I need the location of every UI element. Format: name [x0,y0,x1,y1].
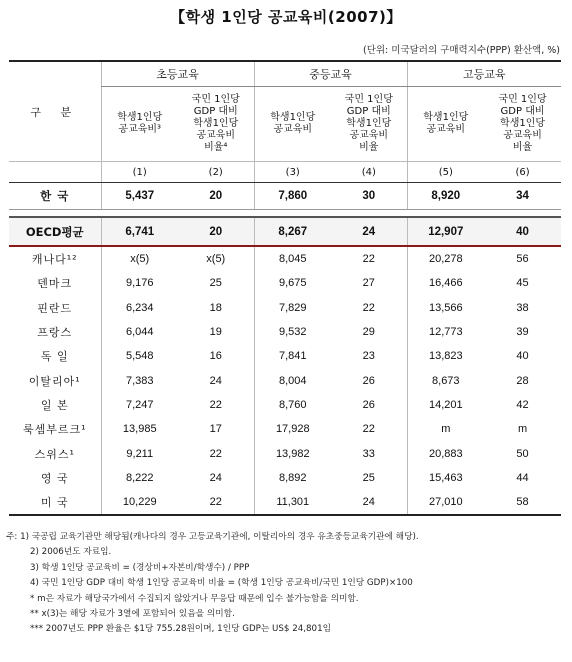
table-cell: 27 [362,277,375,290]
table-cell: 24 [331,490,407,515]
table-cell: 13,823 [407,344,484,368]
table-cell: 11,301 [254,490,331,515]
table-cell: 8,267 [254,217,331,246]
table-cell: 30 [331,183,407,210]
table-cell: 26 [362,398,375,411]
table-cell: 40 [484,217,561,246]
table-cell: 20,278 [407,246,484,271]
table-cell: 40 [516,350,529,363]
col-header-cost: 학생1인당 공교육비 [407,87,484,162]
table-cell: 8,222 [101,466,178,490]
table-row-korea [9,183,561,210]
table-cell: 56 [516,253,529,266]
table-cell: 20,883 [407,441,484,465]
group-header-secondary: 중등교육 [254,61,407,87]
table-row-oecd [9,217,561,246]
table-cell: m [517,423,528,436]
table-cell: 6,234 [101,296,178,320]
table-cell: 6,044 [101,320,178,344]
table-cell: 15,463 [407,466,484,490]
col-header-ratio: 국민 1인당 GDP 대비 학생1인당 공교육비 비율 [498,94,547,153]
table-row [9,344,561,368]
country-name: 독 일 [40,350,69,364]
table-cell: 7,829 [254,296,331,320]
country-name: OECD평균 [9,217,101,246]
table-cell: 50 [516,447,529,460]
table-cell: 26 [362,374,375,387]
table-row [9,393,561,417]
col-number: (4) [331,162,407,183]
footnote: *** 2007년도 PPP 환율은 $1당 755.28원이며, 1인당 GDP는 US$ 24,801임 [30,624,332,635]
table-cell: 9,176 [101,271,178,295]
table-cell: 13,985 [101,417,178,441]
table-cell: 24 [209,471,222,484]
table-cell: 29 [362,326,375,339]
title-area [0,6,572,27]
country-name: 스위스¹ [34,447,75,461]
table-cell: 8,045 [254,246,331,271]
gubun-header: 구 분 [9,61,101,162]
table-row [9,490,561,515]
country-name: 프랑스 [37,326,73,340]
table-cell: 17,928 [254,417,331,441]
table-cell: 20 [178,217,254,246]
table-cell: 14,201 [407,393,484,417]
table-cell: 10,229 [101,490,178,515]
table-cell: 19 [209,326,222,339]
footnote: 주: 1) 국공립 교육기관만 해당됨(캐나다의 경우 고등교육기관에, 이탈리아의 경우 유초중등교육기관에 해당). [6,532,419,542]
table-cell: 23 [362,350,375,363]
country-name: 캐나다¹² [31,253,78,267]
table-cell: 24 [331,217,407,246]
table-cell: 9,675 [254,271,331,295]
table-cell: 7,841 [254,344,331,368]
table-cell: 9,211 [101,441,178,465]
table-cell: 25 [209,277,222,290]
table-row [9,296,561,320]
footnote: 4) 국민 1인당 GDP 대비 학생 1인당 공교육비 비율 = (학생 1인당 공교육비/국민 1인당 GDP)×100 [30,578,413,589]
col-header-ratio: 국민 1인당 GDP 대비 학생1인당 공교육비 비율⁴ [191,94,240,153]
table-cell: 22 [209,447,222,460]
col-number: (5) [407,162,484,183]
table-cell: 6,741 [101,217,178,246]
col-header-cost: 학생1인당 공교육비³ [101,87,178,162]
table-cell: 34 [484,183,561,210]
table-cell: 24 [209,374,222,387]
table-cell: 7,247 [101,393,178,417]
table-cell: 22 [209,398,222,411]
country-name: 덴마크 [37,277,73,291]
table-cell: 22 [178,490,254,515]
table-cell: 18 [209,301,222,314]
table-row [9,441,561,465]
table-cell: 38 [516,301,529,314]
table-cell: 44 [516,471,529,484]
table-cell: 8,673 [407,368,484,392]
page-title: 【학생 1인당 공교육비(2007)】 [170,8,402,26]
table-cell: 33 [362,447,375,460]
table-cell: 28 [516,374,529,387]
country-name: 핀란드 [37,301,73,315]
table-row [9,271,561,295]
table-cell: 7,383 [101,368,178,392]
table-cell: 5,548 [101,344,178,368]
table-cell: 7,860 [254,183,331,210]
group-header-elementary: 초등교육 [101,61,254,87]
table-cell: 39 [516,326,529,339]
table-cell: m [407,417,484,441]
col-header-ratio: 국민 1인당 GDP 대비 학생1인당 공교육비 비율 [344,94,393,153]
country-name: 미 국 [9,490,101,515]
footnote: * m은 자료가 해당국가에서 수집되지 않았거나 무응답 때문에 입수 불가능함을 의미함. [30,593,359,604]
table-cell: x(5) [206,253,226,266]
table-row [9,320,561,344]
table-cell: 5,437 [101,183,178,210]
table-cell: 22 [362,253,375,266]
table-cell: 42 [516,398,529,411]
col-number: (2) [178,162,254,183]
group-header-tertiary: 고등교육 [407,61,561,87]
table-row [9,368,561,392]
country-name: 룩셈부르크¹ [22,423,87,437]
footnotes [6,530,566,638]
table-cell: 8,004 [254,368,331,392]
table-cell: 8,920 [407,183,484,210]
unit-note: (단위: 미국달러의 구매력지수(PPP) 환산액, %) [363,45,560,56]
table-cell: 22 [362,423,375,436]
table-cell: 9,532 [254,320,331,344]
table-row [9,417,561,441]
table-cell: x(5) [101,246,178,271]
table-cell: 16,466 [407,271,484,295]
country-name: 한 국 [9,183,101,210]
table-row [9,246,561,271]
table-cell: 22 [362,301,375,314]
education-cost-table [9,60,561,516]
footnote: 2) 2006년도 자료임. [30,547,112,558]
col-number: (1) [101,162,178,183]
table-cell: 27,010 [407,490,484,515]
table-cell: 12,773 [407,320,484,344]
table-cell: 8,760 [254,393,331,417]
table-cell: 45 [516,277,529,290]
country-rows [9,246,561,515]
table-row [9,466,561,490]
col-number: (6) [484,162,561,183]
col-header-cost: 학생1인당 공교육비 [254,87,331,162]
table-cell: 12,907 [407,217,484,246]
table-cell: 25 [362,471,375,484]
country-name: 이탈리아¹ [28,374,81,388]
table-cell: 20 [178,183,254,210]
table-cell: 13,982 [254,441,331,465]
country-name: 영 국 [40,471,69,485]
table-cell: 58 [484,490,561,515]
footnote: ** x(3)는 해당 자료가 3열에 포함되어 있음을 의미함. [30,609,235,620]
col-number: (3) [254,162,331,183]
table-cell: 13,566 [407,296,484,320]
table-cell: 16 [209,350,222,363]
country-name: 일 본 [40,398,69,412]
footnote: 3) 학생 1인당 공교육비 = (경상비+자본비/학생수) / PPP [30,562,250,573]
table-cell: 8,892 [254,466,331,490]
table-cell: 17 [209,423,222,436]
